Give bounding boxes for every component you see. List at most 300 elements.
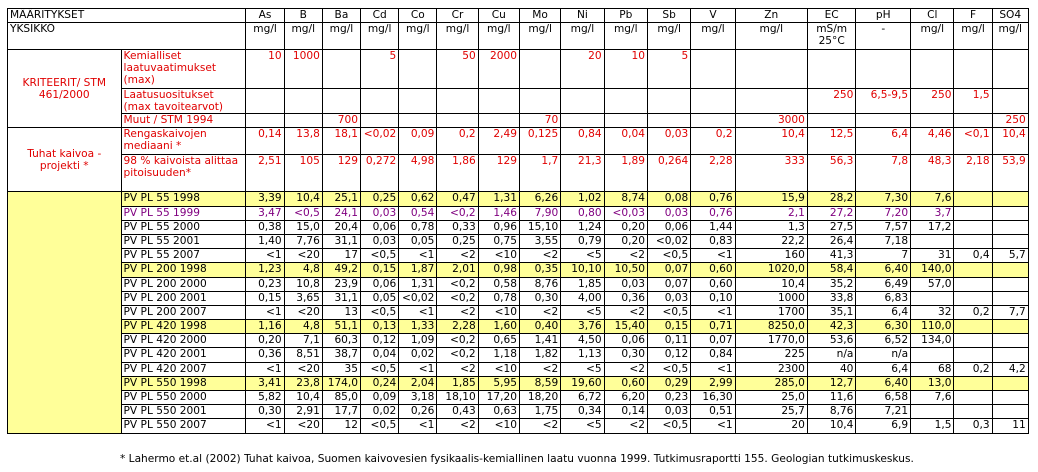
- survey-row: [8, 155, 1030, 192]
- criteria-value: [361, 114, 399, 128]
- survey-value: 2,18: [954, 155, 992, 192]
- sample-value: <0,5: [284, 206, 322, 220]
- sample-label: PV PL 550 2000: [121, 391, 246, 405]
- sample-value: 31: [911, 249, 954, 263]
- sample-value: 2300: [735, 362, 807, 376]
- sample-value: 1,46: [478, 206, 519, 220]
- sample-value: n/a: [856, 348, 911, 362]
- survey-row: [8, 128, 1030, 155]
- sample-value: 0,2: [954, 305, 992, 319]
- sample-value: 7,6: [911, 192, 954, 206]
- sample-value: 8,51: [284, 348, 322, 362]
- sample-value: 0,71: [691, 320, 735, 334]
- criteria-value: [437, 89, 478, 114]
- sample-value: 0,02: [399, 348, 437, 362]
- sample-value: 160: [735, 249, 807, 263]
- sample-value: [911, 291, 954, 305]
- sample-value: 0,29: [647, 376, 690, 390]
- footnote: * Lahermo et.al (2002) Tuhat kaivoa, Suomen kaivovesien fysikaalis-kemiallinen laatu vuonna 1999. Tutkimusraportti 155. Geologian tutkimuskeskus.: [120, 453, 914, 465]
- sample-value: <1: [691, 249, 735, 263]
- sample-value: 6,20: [604, 391, 647, 405]
- sample-value: [992, 405, 1028, 419]
- sample-value: [954, 291, 992, 305]
- sample-value: 35: [322, 362, 360, 376]
- survey-value: 0,125: [519, 128, 560, 155]
- survey-value: 48,3: [911, 155, 954, 192]
- sample-value: 1,31: [399, 277, 437, 291]
- sample-value: <20: [284, 419, 322, 433]
- criteria-value: 1,5: [954, 89, 992, 114]
- sample-value: 0,06: [647, 220, 690, 234]
- sample-value: 1,60: [478, 320, 519, 334]
- sample-value: [992, 220, 1028, 234]
- sample-value: 0,54: [399, 206, 437, 220]
- survey-value: 13,8: [284, 128, 322, 155]
- sample-value: <0,02: [399, 291, 437, 305]
- sample-value: 15,10: [519, 220, 560, 234]
- criteria-value: [284, 89, 322, 114]
- sample-value: 0,79: [561, 234, 604, 248]
- criteria-value: [519, 50, 560, 89]
- sample-value: 20: [735, 419, 807, 433]
- param-header: Sb: [647, 9, 690, 23]
- sample-value: 0,60: [691, 277, 735, 291]
- sample-value: 1,5: [911, 419, 954, 433]
- sample-label: PV PL 200 2007: [121, 305, 246, 319]
- sample-value: 0,4: [954, 249, 992, 263]
- param-header: V: [691, 9, 735, 23]
- sample-value: <0,5: [647, 419, 690, 433]
- criteria-value: [478, 89, 519, 114]
- criteria-value: [992, 89, 1028, 114]
- sample-value: 41,3: [807, 249, 856, 263]
- sample-value: [911, 348, 954, 362]
- sample-value: 0,06: [604, 334, 647, 348]
- sample-value: <1: [399, 362, 437, 376]
- criteria-label: Laatusuositukset (max tavoitearvot): [121, 89, 246, 114]
- sample-value: <0,2: [437, 291, 478, 305]
- param-header: pH: [856, 9, 911, 23]
- sample-value: <0,02: [647, 234, 690, 248]
- sample-row: [8, 291, 1030, 305]
- sample-value: [954, 263, 992, 277]
- sample-value: 0,25: [361, 192, 399, 206]
- header-label-yksikko: YKSIKKÖ: [8, 23, 246, 50]
- unit-cell: mg/l: [735, 23, 807, 50]
- sample-value: 3,47: [246, 206, 284, 220]
- sample-value: 140,0: [911, 263, 954, 277]
- sample-value: 0,24: [361, 376, 399, 390]
- sample-value: 25,7: [735, 405, 807, 419]
- sample-value: 6,49: [856, 277, 911, 291]
- sample-value: <0,2: [437, 348, 478, 362]
- sample-value: <2: [437, 305, 478, 319]
- sample-value: 0,60: [604, 376, 647, 390]
- sample-value: [992, 291, 1028, 305]
- sample-value: [954, 277, 992, 291]
- sample-value: <0,5: [361, 362, 399, 376]
- sample-value: 0,13: [361, 320, 399, 334]
- sample-value: 10,4: [284, 391, 322, 405]
- sample-row: [8, 320, 1030, 334]
- sample-value: <2: [604, 305, 647, 319]
- sample-row: [8, 391, 1030, 405]
- survey-value: 56,3: [807, 155, 856, 192]
- sample-value: 0,40: [519, 320, 560, 334]
- sample-value: 0,20: [246, 334, 284, 348]
- sample-value: 0,08: [647, 192, 690, 206]
- criteria-value: [519, 89, 560, 114]
- sample-row: [8, 362, 1030, 376]
- survey-value: 0,14: [246, 128, 284, 155]
- sample-value: 23,9: [322, 277, 360, 291]
- water-quality-table: [7, 8, 1030, 434]
- criteria-label: Muut / STM 1994: [121, 114, 246, 128]
- sample-row: [8, 249, 1030, 263]
- sample-value: 31,1: [322, 234, 360, 248]
- sample-value: 0,78: [399, 220, 437, 234]
- sample-label: PV PL 55 2000: [121, 220, 246, 234]
- sample-value: 22,2: [735, 234, 807, 248]
- sample-value: 0,58: [478, 277, 519, 291]
- sample-value: 58,4: [807, 263, 856, 277]
- survey-value: 0,84: [561, 128, 604, 155]
- sample-value: <20: [284, 362, 322, 376]
- sample-value: 18,10: [437, 391, 478, 405]
- units-row: [8, 23, 1030, 50]
- criteria-value: [478, 114, 519, 128]
- sample-value: 57,0: [911, 277, 954, 291]
- sample-value: 1,24: [561, 220, 604, 234]
- sample-row: [8, 405, 1030, 419]
- param-header: Co: [399, 9, 437, 23]
- criteria-row: [8, 50, 1030, 89]
- sample-value: 3,55: [519, 234, 560, 248]
- sample-value: [992, 376, 1028, 390]
- sample-value: 2,1: [735, 206, 807, 220]
- sample-value: [954, 391, 992, 405]
- sample-value: 5,82: [246, 391, 284, 405]
- criteria-value: 250: [992, 114, 1028, 128]
- sample-value: 12: [322, 419, 360, 433]
- sample-value: <0,5: [361, 305, 399, 319]
- sample-value: [911, 405, 954, 419]
- survey-value: <0,02: [361, 128, 399, 155]
- sample-value: 17: [322, 249, 360, 263]
- sample-value: 2,04: [399, 376, 437, 390]
- unit-cell: mg/l: [361, 23, 399, 50]
- sample-value: 85,0: [322, 391, 360, 405]
- sample-group-spacer: [8, 192, 122, 433]
- sample-value: 51,1: [322, 320, 360, 334]
- sample-value: [954, 192, 992, 206]
- sample-value: <1: [691, 419, 735, 433]
- sample-value: 3,65: [284, 291, 322, 305]
- survey-value: 18,1: [322, 128, 360, 155]
- sample-value: 0,84: [691, 348, 735, 362]
- header-label-maaritykset: MÄÄRITYKSET: [8, 9, 246, 23]
- sample-value: <0,5: [361, 249, 399, 263]
- sample-value: 0,36: [604, 291, 647, 305]
- criteria-row: [8, 114, 1030, 128]
- sample-value: 4,8: [284, 320, 322, 334]
- sample-value: 1,87: [399, 263, 437, 277]
- criteria-value: 1000: [284, 50, 322, 89]
- sample-value: 0,03: [361, 206, 399, 220]
- survey-value: 10,4: [735, 128, 807, 155]
- criteria-value: [735, 89, 807, 114]
- sample-value: 0,25: [437, 234, 478, 248]
- unit-cell: mg/l: [647, 23, 690, 50]
- criteria-value: [735, 50, 807, 89]
- sample-value: 0,51: [691, 405, 735, 419]
- sample-value: 0,30: [519, 291, 560, 305]
- sample-value: 0,03: [361, 234, 399, 248]
- sample-value: [992, 348, 1028, 362]
- sample-label: PV PL 420 2007: [121, 362, 246, 376]
- sample-value: 0,03: [647, 291, 690, 305]
- sample-value: 1,85: [437, 376, 478, 390]
- unit-cell: mg/l: [561, 23, 604, 50]
- sample-value: <1: [246, 362, 284, 376]
- sample-value: 12,7: [807, 376, 856, 390]
- sample-value: 0,05: [361, 291, 399, 305]
- criteria-value: [992, 50, 1028, 89]
- sample-value: <1: [399, 419, 437, 433]
- criteria-group-label: KRITEERIT/ STM 461/2000: [8, 50, 122, 128]
- sample-value: 17,7: [322, 405, 360, 419]
- sample-value: 0,07: [647, 277, 690, 291]
- sample-value: <10: [478, 362, 519, 376]
- sample-value: 2,01: [437, 263, 478, 277]
- sample-value: [954, 334, 992, 348]
- criteria-value: [322, 89, 360, 114]
- sample-label: PV PL 55 2001: [121, 234, 246, 248]
- criteria-value: 50: [437, 50, 478, 89]
- sample-value: <0,5: [647, 362, 690, 376]
- sample-value: 7,30: [856, 192, 911, 206]
- sample-value: 0,80: [561, 206, 604, 220]
- sample-value: 10,4: [284, 192, 322, 206]
- sample-value: 6,52: [856, 334, 911, 348]
- survey-value: 333: [735, 155, 807, 192]
- sample-value: 0,15: [246, 291, 284, 305]
- criteria-value: [246, 89, 284, 114]
- sample-value: 0,11: [647, 334, 690, 348]
- survey-value: 1,86: [437, 155, 478, 192]
- survey-value: 7,8: [856, 155, 911, 192]
- sample-value: 7: [856, 249, 911, 263]
- sample-value: 6,83: [856, 291, 911, 305]
- sample-value: 1,82: [519, 348, 560, 362]
- sample-value: <5: [561, 419, 604, 433]
- criteria-value: [246, 114, 284, 128]
- sample-value: [992, 334, 1028, 348]
- sample-value: 1,31: [478, 192, 519, 206]
- sample-value: 60,3: [322, 334, 360, 348]
- survey-value: 0,2: [691, 128, 735, 155]
- sample-value: 5,95: [478, 376, 519, 390]
- sample-value: 0,83: [691, 234, 735, 248]
- sample-value: 10,4: [807, 419, 856, 433]
- sample-value: 0,60: [691, 263, 735, 277]
- criteria-value: 5: [361, 50, 399, 89]
- sample-value: 38,7: [322, 348, 360, 362]
- criteria-value: [911, 50, 954, 89]
- survey-label: Rengaskaivojen mediaani *: [121, 128, 246, 155]
- sample-value: 0,75: [478, 234, 519, 248]
- survey-value: 129: [478, 155, 519, 192]
- sample-value: 0,63: [478, 405, 519, 419]
- sample-label: PV PL 55 1999: [121, 206, 246, 220]
- unit-cell: mg/l: [691, 23, 735, 50]
- criteria-value: [561, 89, 604, 114]
- sample-value: 6,4: [856, 362, 911, 376]
- unit-cell: mg/l: [478, 23, 519, 50]
- sample-value: 32: [911, 305, 954, 319]
- sample-value: 6,26: [519, 192, 560, 206]
- sample-value: [992, 391, 1028, 405]
- unit-cell: mg/l: [954, 23, 992, 50]
- sample-value: 2,99: [691, 376, 735, 390]
- survey-value: 105: [284, 155, 322, 192]
- sample-value: <1: [246, 305, 284, 319]
- sample-value: 16,30: [691, 391, 735, 405]
- sample-value: 6,58: [856, 391, 911, 405]
- sample-value: 24,1: [322, 206, 360, 220]
- sample-value: 0,07: [647, 263, 690, 277]
- sample-value: 0,14: [604, 405, 647, 419]
- param-header: Ba: [322, 9, 360, 23]
- sample-value: 0,78: [478, 291, 519, 305]
- criteria-value: 10: [604, 50, 647, 89]
- sample-label: PV PL 420 2000: [121, 334, 246, 348]
- sample-value: <5: [561, 249, 604, 263]
- sample-value: <2: [604, 249, 647, 263]
- sample-value: <1: [246, 419, 284, 433]
- unit-cell: mg/l: [437, 23, 478, 50]
- sample-row: [8, 206, 1030, 220]
- survey-value: <0,1: [954, 128, 992, 155]
- sample-value: <1: [399, 249, 437, 263]
- sample-row: [8, 220, 1030, 234]
- sample-value: 4,8: [284, 263, 322, 277]
- param-header: Cr: [437, 9, 478, 23]
- sample-value: 0,3: [954, 419, 992, 433]
- sample-value: 6,40: [856, 263, 911, 277]
- sample-value: [992, 234, 1028, 248]
- survey-value: 0,272: [361, 155, 399, 192]
- sample-value: 1770,0: [735, 334, 807, 348]
- criteria-value: 2000: [478, 50, 519, 89]
- sample-value: 0,05: [399, 234, 437, 248]
- criteria-value: [807, 114, 856, 128]
- sample-value: 6,9: [856, 419, 911, 433]
- sample-value: 3,39: [246, 192, 284, 206]
- criteria-value: [322, 50, 360, 89]
- sample-value: <10: [478, 249, 519, 263]
- criteria-value: [361, 89, 399, 114]
- sample-value: 7,21: [856, 405, 911, 419]
- sample-row: [8, 376, 1030, 390]
- sample-value: 11: [992, 419, 1028, 433]
- sample-value: 0,30: [246, 405, 284, 419]
- criteria-value: [437, 114, 478, 128]
- sample-value: 3,76: [561, 320, 604, 334]
- sample-value: 0,34: [561, 405, 604, 419]
- sample-value: 0,03: [647, 206, 690, 220]
- criteria-value: [604, 114, 647, 128]
- sample-value: 0,96: [478, 220, 519, 234]
- sample-value: [992, 192, 1028, 206]
- survey-value: 2,28: [691, 155, 735, 192]
- sample-row: [8, 348, 1030, 362]
- sample-value: 1,33: [399, 320, 437, 334]
- sample-value: [992, 263, 1028, 277]
- sample-value: 8250,0: [735, 320, 807, 334]
- sample-value: <2: [604, 419, 647, 433]
- sample-value: 0,10: [691, 291, 735, 305]
- sample-value: 1,3: [735, 220, 807, 234]
- sample-value: [954, 220, 992, 234]
- criteria-value: [691, 114, 735, 128]
- sample-value: 3,18: [399, 391, 437, 405]
- criteria-value: [954, 114, 992, 128]
- sample-label: PV PL 200 2001: [121, 291, 246, 305]
- sample-value: 0,76: [691, 192, 735, 206]
- sample-value: 1,23: [246, 263, 284, 277]
- sample-value: 1700: [735, 305, 807, 319]
- sample-value: 20,4: [322, 220, 360, 234]
- survey-value: 6,4: [856, 128, 911, 155]
- survey-value: 53,9: [992, 155, 1028, 192]
- sample-value: 27,2: [807, 206, 856, 220]
- sample-value: [954, 376, 992, 390]
- criteria-value: 20: [561, 50, 604, 89]
- sample-value: 10,10: [561, 263, 604, 277]
- sample-value: 0,98: [478, 263, 519, 277]
- sample-value: 0,07: [691, 334, 735, 348]
- survey-value: 4,98: [399, 155, 437, 192]
- sample-value: <0,5: [647, 305, 690, 319]
- param-header: F: [954, 9, 992, 23]
- sample-value: [954, 405, 992, 419]
- sample-value: <2: [519, 419, 560, 433]
- sample-value: 6,4: [856, 305, 911, 319]
- sample-row: [8, 277, 1030, 291]
- criteria-value: [691, 89, 735, 114]
- sample-value: <10: [478, 305, 519, 319]
- sample-value: 0,20: [604, 220, 647, 234]
- sample-value: 1,44: [691, 220, 735, 234]
- sample-value: 0,62: [399, 192, 437, 206]
- sample-value: 33,8: [807, 291, 856, 305]
- sample-value: 0,09: [361, 391, 399, 405]
- sample-value: 49,2: [322, 263, 360, 277]
- survey-value: 0,09: [399, 128, 437, 155]
- criteria-value: [399, 114, 437, 128]
- sample-value: 8,76: [519, 277, 560, 291]
- sample-value: 174,0: [322, 376, 360, 390]
- sample-value: 1,09: [399, 334, 437, 348]
- criteria-value: [399, 89, 437, 114]
- sample-value: 0,2: [954, 362, 992, 376]
- sample-value: 7,7: [992, 305, 1028, 319]
- survey-value: 2,51: [246, 155, 284, 192]
- sample-value: 6,72: [561, 391, 604, 405]
- sample-value: [911, 234, 954, 248]
- criteria-value: 250: [807, 89, 856, 114]
